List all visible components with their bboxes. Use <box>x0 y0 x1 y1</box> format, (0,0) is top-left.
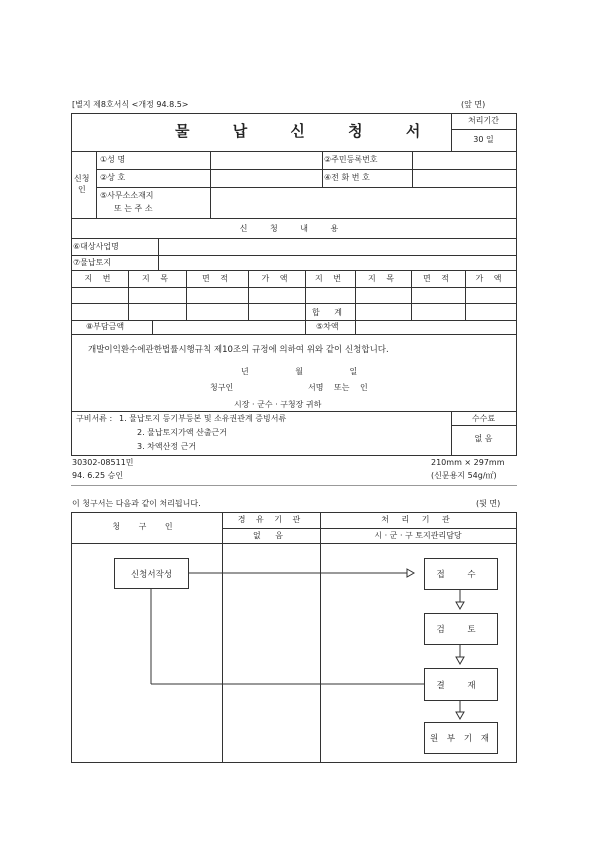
address-label-2: 또 는 주 소 <box>114 204 153 213</box>
name-label: ①성 명 <box>100 155 126 164</box>
processing-agency-value: 시 · 군 · 구 토지관리담당 <box>374 531 462 540</box>
applicant-label: 신청 <box>74 174 90 183</box>
resident-number-label: ②주민등록번호 <box>324 155 378 164</box>
form-title: 물 납 신 청 서 <box>175 122 440 140</box>
column-header: 면 적 <box>202 274 232 283</box>
declaration-text: 개발이익환수에관한법률시행규칙 제10조의 규정에 의하여 위와 같이 신청합니다. <box>88 345 389 355</box>
project-name-label: ⑥대상사업명 <box>73 242 119 251</box>
applicant-signature-label: 청구인 <box>210 383 234 392</box>
processing-period-label: 처리기간 <box>468 116 499 125</box>
date-line: 년 월 일 <box>241 367 380 376</box>
required-doc-item: 2. 물납토지가액 산출근거 <box>137 428 227 437</box>
address-label: ⑤사무소소재지 <box>100 191 154 200</box>
flow-step-write-application: 신청서작성 <box>114 558 189 589</box>
land-payment-label: ⑦물납토지 <box>73 258 112 267</box>
column-header: 지 목 <box>142 274 172 283</box>
approval-date: 94. 6.25 승인 <box>72 471 124 480</box>
applicant-label-2: 인 <box>78 185 86 194</box>
form-number-label: [별지 제8호서식 <개정 94.8.5> <box>72 100 189 109</box>
flow-step-approval: 결 재 <box>424 668 498 701</box>
column-header: 면 적 <box>423 274 453 283</box>
via-agency-header: 경 유 기 관 <box>237 515 305 524</box>
fee-value: 없 음 <box>474 434 493 443</box>
addressee: 시장 · 군수 · 구청장 귀하 <box>234 400 322 409</box>
required-doc-item: 1. 물납토지 등기부등본 및 소유권관계 증빙서류 <box>119 414 287 423</box>
column-header: 가 액 <box>475 274 506 283</box>
paper-type: (신문용지 54g/㎡) <box>431 471 497 480</box>
applicant-column-header: 청 구 인 <box>112 522 181 531</box>
form-code: 30302-08511민 <box>72 458 134 467</box>
company-name-label: ②상 호 <box>100 173 126 182</box>
page-side-label: (앞 면) <box>461 100 486 109</box>
charge-amount-label: ⑧부담금액 <box>86 322 125 331</box>
flow-step-receipt: 접 수 <box>424 558 498 590</box>
column-header: 가 액 <box>261 274 292 283</box>
paper-size: 210mm × 297mm <box>431 458 505 467</box>
column-header: 지 번 <box>315 274 345 283</box>
total-label: 합 계 <box>312 308 348 317</box>
required-doc-item: 3. 차액산정 근거 <box>137 442 197 451</box>
flow-step-review: 검 토 <box>424 613 498 645</box>
sign-or-seal-label: 서명 또는 인 <box>308 383 368 392</box>
required-docs-label: 구비서류 : <box>76 414 113 423</box>
section-title: 신 청 내 용 <box>239 224 349 233</box>
flow-step-ledger-entry: 원 부 기 재 <box>424 722 498 754</box>
fee-label: 수수료 <box>471 414 496 423</box>
column-header: 지 번 <box>84 274 115 283</box>
column-header: 지 목 <box>368 274 398 283</box>
back-side-label: (뒷 면) <box>476 499 501 508</box>
processing-period-value: 30 일 <box>473 135 494 144</box>
process-intro: 이 청구서는 다음과 같이 처리됩니다. <box>72 499 201 508</box>
via-agency-value: 없 음 <box>253 531 289 540</box>
processing-agency-header: 처 리 기 관 <box>381 515 455 524</box>
phone-label: ④전 화 번 호 <box>324 173 370 182</box>
difference-label: ⑤차액 <box>316 322 339 331</box>
